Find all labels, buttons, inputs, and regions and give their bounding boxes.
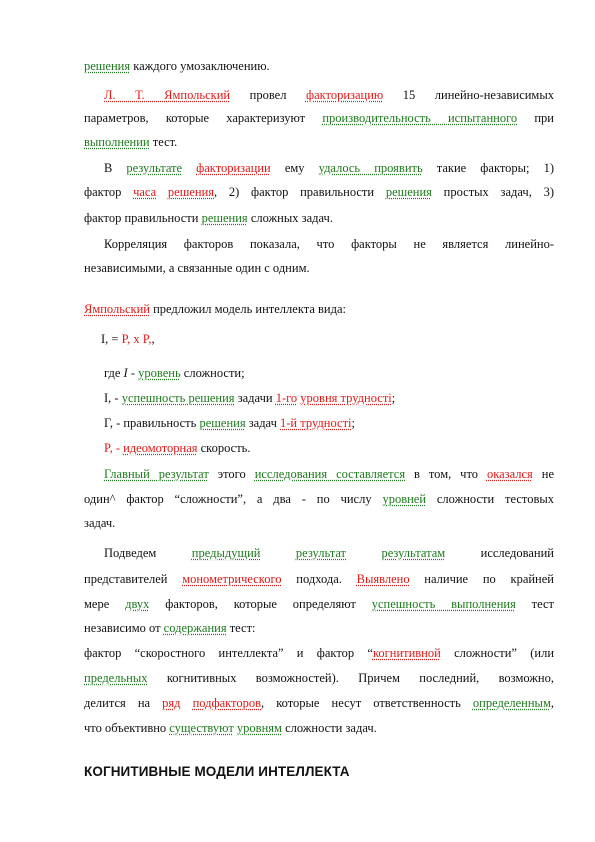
text-run: исследований — [480, 546, 554, 560]
highlight-red: Выявлено — [356, 572, 410, 586]
highlight-red: 1-го — [275, 391, 298, 405]
text-run — [180, 696, 192, 710]
text-run: сложности задач. — [281, 721, 377, 735]
text-line — [84, 491, 554, 507]
highlight-red: решения — [167, 185, 215, 199]
text-run: 15 линейно-независимых — [383, 88, 554, 102]
text-line — [104, 545, 554, 561]
text-run: в том, что — [405, 467, 487, 481]
highlight-green: предыдущий — [191, 546, 261, 560]
text-line — [104, 365, 574, 381]
text-line — [104, 440, 574, 456]
text-run: В — [104, 161, 127, 175]
highlight-red: ряд — [162, 696, 181, 710]
highlight-red: Л. Т. Ямпольский — [104, 88, 231, 102]
text-run: I — [123, 366, 128, 380]
text-line — [104, 87, 554, 103]
text-line — [84, 515, 554, 531]
highlight-green: решения — [84, 59, 131, 73]
text-run: факторов, которые определяют — [149, 597, 372, 611]
text-line — [84, 58, 554, 74]
text-run: независимо от — [84, 621, 164, 635]
highlight-green: решения — [199, 416, 246, 430]
text-run: тест — [515, 597, 554, 611]
text-line — [104, 415, 574, 431]
text-run: , 2) фактор правильности — [214, 185, 386, 199]
text-run: когнитивных возможностей). Причем последний, возможно, — [147, 671, 554, 685]
text-run: сложности тестовых — [426, 492, 554, 506]
highlight-red: когнитивной — [372, 646, 441, 660]
text-run: где — [104, 366, 124, 380]
text-line — [104, 466, 554, 482]
text-run: тест. — [149, 135, 178, 149]
highlight-green: содержания — [163, 621, 227, 635]
highlight-red: P, x P, — [121, 332, 152, 346]
text-line — [84, 695, 554, 711]
text-run: при — [517, 111, 554, 125]
text-line — [84, 670, 554, 686]
text-run: каждого умозаключению. — [130, 59, 270, 73]
highlight-green: исследования составляется — [254, 467, 406, 481]
text-run: мере — [84, 597, 110, 611]
text-line — [84, 260, 554, 276]
text-run: - — [127, 366, 139, 380]
highlight-red: 1-й трудності — [280, 416, 352, 430]
text-run: не — [532, 467, 554, 481]
text-line — [84, 184, 554, 200]
text-run: Подведем — [104, 546, 157, 560]
text-run: задач. — [84, 516, 116, 530]
text-run: фактор — [84, 185, 134, 199]
text-line — [84, 720, 554, 736]
highlight-red: уровня трудності — [300, 391, 392, 405]
text-run: сложности” (или — [440, 646, 555, 660]
text-run: один^ фактор “сложности”, а два - по числу — [84, 492, 383, 506]
text-run: наличие по крайней — [409, 572, 554, 586]
highlight-green: результатам — [381, 546, 446, 560]
text-run: этого — [208, 467, 255, 481]
highlight-red: монометрического — [182, 572, 282, 586]
highlight-red: факторизации — [196, 161, 271, 175]
text-run: подхода. — [281, 572, 357, 586]
text-line — [104, 390, 574, 406]
text-line — [84, 134, 554, 150]
text-run — [156, 185, 168, 199]
text-run: простых задач, 3) — [431, 185, 554, 199]
highlight-green: выполнении — [84, 135, 150, 149]
text-run: задачи — [234, 391, 276, 405]
text-line — [84, 110, 554, 126]
highlight-red: P, - — [104, 441, 124, 455]
highlight-green: результате — [126, 161, 183, 175]
text-run: предложил модель интеллекта вида: — [149, 302, 346, 316]
text-line — [84, 301, 554, 317]
highlight-green: уровней — [382, 492, 427, 506]
text-run: сложности; — [180, 366, 245, 380]
text-line — [84, 620, 554, 636]
text-run: , которые несут ответственность — [261, 696, 473, 710]
highlight-red: Ямпольский — [84, 302, 150, 316]
text-run: сложных задач. — [247, 211, 333, 225]
highlight-green: удалось проявить — [318, 161, 423, 175]
text-run: ; — [351, 416, 355, 430]
text-run: такие факторы; 1) — [422, 161, 554, 175]
highlight-green: существуют — [169, 721, 234, 735]
highlight-green: предельных — [84, 671, 148, 685]
text-run: I, = — [101, 332, 122, 346]
text-line — [84, 596, 554, 612]
text-run: тест: — [226, 621, 256, 635]
text-line — [84, 571, 554, 587]
text-run: фактор “скоростного интеллекта” и фактор “ — [84, 646, 373, 660]
text-run: Корреляция факторов показала, что факторы не является линейно- — [104, 237, 554, 251]
highlight-green: успешность выполнения — [371, 597, 516, 611]
highlight-green: уровень — [138, 366, 181, 380]
highlight-red: факторизацию — [305, 88, 384, 102]
text-run: фактор правильности — [84, 211, 202, 225]
section-heading: КОГНИТИВНЫЕ МОДЕЛИ ИНТЕЛЛЕКТА — [84, 764, 350, 779]
highlight-green: решения — [201, 211, 248, 225]
highlight-red: идеомоторная — [123, 441, 198, 455]
text-run: делится на — [84, 696, 163, 710]
highlight-green: успешность решения — [121, 391, 235, 405]
text-line — [84, 645, 554, 661]
text-run: что объективно — [84, 721, 170, 735]
highlight-green: производительность испытанного — [322, 111, 518, 125]
text-run: Г, - правильность — [104, 416, 200, 430]
text-run: I, - — [104, 391, 122, 405]
text-line — [104, 160, 554, 176]
text-run: скорость. — [197, 441, 251, 455]
text-line — [84, 210, 554, 226]
text-run: независимыми, а связанные один с одним. — [84, 261, 310, 275]
highlight-green: решения — [385, 185, 432, 199]
highlight-green: двух — [125, 597, 150, 611]
highlight-green: результат — [295, 546, 347, 560]
text-run: ; — [391, 391, 396, 405]
text-run: задач — [245, 416, 281, 430]
highlight-green: определенным — [472, 696, 551, 710]
text-run: , — [550, 696, 554, 710]
text-run: ему — [270, 161, 319, 175]
text-run: параметров, которые характеризуют — [84, 111, 323, 125]
text-run — [182, 161, 196, 175]
highlight-red: оказался — [486, 467, 533, 481]
highlight-red: подфакторов — [192, 696, 262, 710]
highlight-green: уровням — [236, 721, 282, 735]
text-run: представителей — [84, 572, 183, 586]
text-run: провел — [230, 88, 306, 102]
highlight-red: часа — [133, 185, 157, 199]
text-line — [104, 236, 554, 252]
formula-line — [101, 331, 571, 347]
text-run: , — [151, 332, 155, 346]
highlight-green: Главный результат — [104, 467, 209, 481]
